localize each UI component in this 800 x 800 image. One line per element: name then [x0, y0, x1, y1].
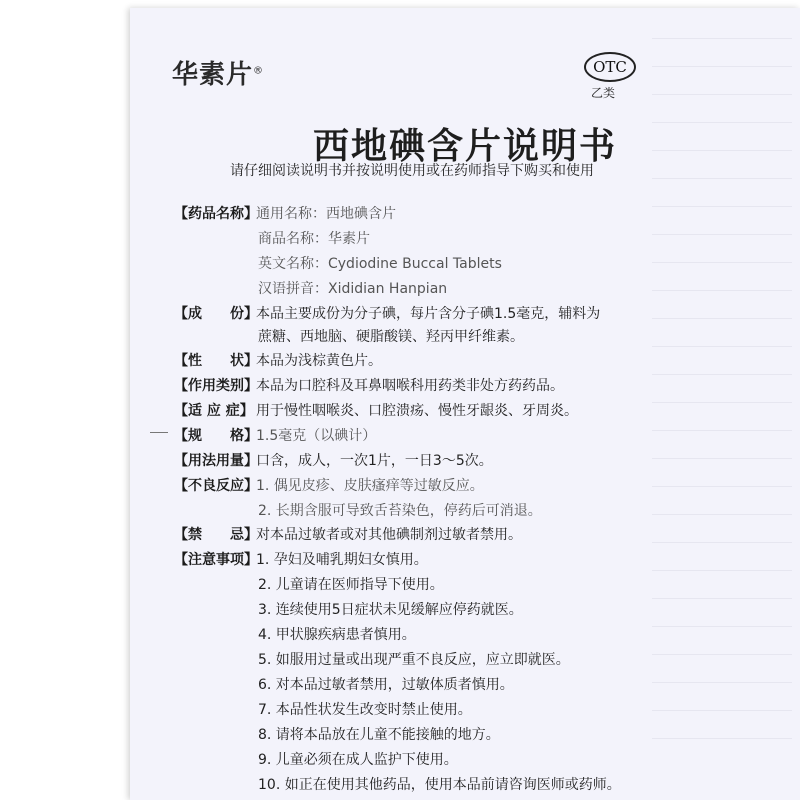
- generic-name: 通用名称：西地碘含片: [256, 206, 396, 222]
- english-name: 英文名称：Cydiodine Buccal Tablets: [258, 256, 502, 272]
- adverse-item-2: 2. 长期含服可导致舌苔染色，停药后可消退。: [258, 503, 542, 519]
- brand-name: 华素片: [172, 60, 254, 90]
- section-precautions: [174, 549, 428, 569]
- section-label: 【作用类别】: [174, 378, 258, 394]
- precaution-item: 10. 如正在使用其他药品，使用本品前请咨询医师或药师。: [258, 777, 621, 793]
- otc-badge: OTC: [584, 52, 636, 82]
- category-text: 本品为口腔科及耳鼻咽喉科用药类非处方药药品。: [256, 378, 564, 394]
- precaution-item: 6. 对本品过敏者禁用，过敏体质者慎用。: [258, 677, 514, 693]
- precaution-item: 5. 如服用过量或出现严重不良反应，应立即就医。: [258, 652, 570, 668]
- adverse-item-1: 1. 偶见皮疹、皮肤瘙痒等过敏反应。: [256, 478, 484, 494]
- section-adverse: [174, 475, 484, 495]
- section-label: 【适 应 症】: [174, 403, 254, 419]
- section-label: 【成 份】: [174, 306, 258, 322]
- section-spec: [174, 425, 376, 445]
- spec-text: 1.5毫克（以碘计）: [256, 428, 377, 444]
- precaution-item: 9. 儿童必须在成人监护下使用。: [258, 752, 458, 768]
- pinyin-name: 汉语拼音：Xididian Hanpian: [258, 281, 448, 297]
- precaution-item: 7. 本品性状发生改变时禁止使用。: [258, 702, 472, 718]
- page-title: 西地碘含片说明书: [312, 126, 617, 167]
- precaution-item: 1. 孕妇及哺乳期妇女慎用。: [256, 552, 428, 568]
- ingredients-line-1: 本品主要成份为分子碘，每片含分子碘1.5毫克，辅料为: [256, 306, 601, 322]
- section-drug-name: [174, 203, 396, 223]
- section-label: 【禁 忌】: [174, 527, 258, 543]
- indications-text: 用于慢性咽喉炎、口腔溃疡、慢性牙龈炎、牙周炎。: [256, 403, 578, 419]
- precaution-item: 4. 甲状腺疾病患者慎用。: [258, 627, 416, 643]
- section-label: 【用法用量】: [174, 453, 258, 469]
- section-dosage: [174, 450, 493, 470]
- section-label: 【注意事项】: [174, 552, 258, 568]
- otc-class-label: 乙类: [591, 86, 616, 100]
- section-label: 【规 格】: [174, 428, 258, 444]
- section-ingredients: [174, 303, 600, 323]
- registered-mark: ®: [253, 65, 265, 77]
- appearance-text: 本品为浅棕黄色片。: [256, 353, 382, 369]
- section-label: 【性 状】: [174, 353, 258, 369]
- precaution-item: 3. 连续使用5日症状未见缓解应停药就医。: [258, 602, 523, 618]
- ingredients-line-2: 蔗糖、西地脑、硬脂酸镁、羟丙甲纤维素。: [258, 329, 524, 345]
- contra-text: 对本品过敏者或对其他碘制剂过敏者禁用。: [256, 527, 522, 543]
- fold-mark: [150, 432, 168, 433]
- page-subtitle: 请仔细阅读说明书并按说明使用或在药师指导下购买和使用: [230, 163, 594, 179]
- section-category: [174, 375, 564, 395]
- section-appearance: [174, 350, 382, 370]
- precaution-item: 8. 请将本品放在儿童不能接触的地方。: [258, 727, 500, 743]
- precaution-item: 2. 儿童请在医师指导下使用。: [258, 577, 444, 593]
- section-contraindications: [174, 524, 522, 544]
- section-label: 【药品名称】: [174, 206, 258, 222]
- brand-logo: [172, 54, 264, 91]
- section-indications: [174, 400, 578, 420]
- dosage-text: 口含，成人，一次1片，一日3～5次。: [256, 453, 493, 469]
- trade-name: 商品名称：华素片: [258, 231, 370, 247]
- section-label: 【不良反应】: [174, 478, 258, 494]
